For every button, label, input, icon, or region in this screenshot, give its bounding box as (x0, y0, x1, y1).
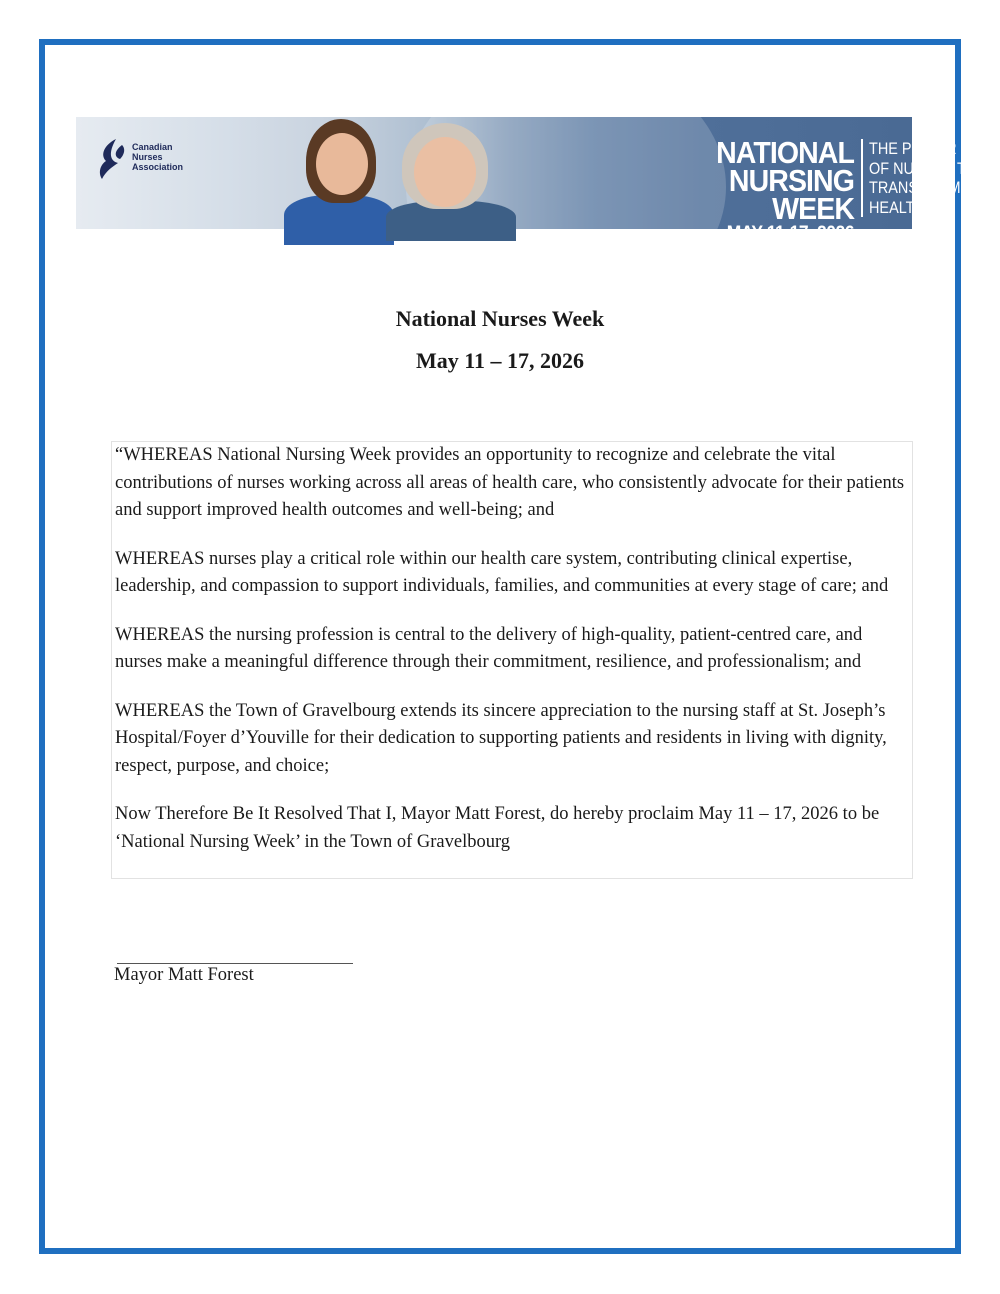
banner-title-line: NATIONAL (716, 135, 854, 170)
whereas-paragraph: “WHEREAS National Nursing Week provides an opportunity to recognize and celebrate the vital contributions of nurses working across all areas of health care, who consistently advocate for their patients and support improved health outcomes and well-being; and (115, 445, 905, 520)
event-banner (76, 117, 977, 244)
tagline-line: TRANSFORM (869, 178, 961, 197)
tagline-line: HEALTH (869, 197, 925, 217)
whereas-paragraph: WHEREAS the nursing profession is central to the delivery of high-quality, patient-centred care, and nurses make a meaningful difference through their commitment, resilience, and professionalism; and (115, 624, 863, 672)
document-title: National Nurses Week (395, 306, 605, 331)
signature-line (117, 963, 353, 964)
logo-line: Nurses (132, 152, 163, 162)
banner-dates: MAY 11-17, 2026 (726, 223, 854, 244)
tagline-line: THE POWER (869, 139, 957, 158)
proclamation-body (111, 441, 913, 879)
banner-divider (861, 139, 863, 217)
cna-logo-text (132, 142, 183, 172)
cna-logo-mark-icon (96, 137, 128, 181)
signatory-name: Mayor Matt Forest (114, 965, 254, 985)
banner-tagline (869, 139, 977, 217)
tagline-line: OF NURSES TO (869, 158, 977, 178)
cna-logo (96, 137, 206, 197)
banner-title-line: NURSING WEEK (728, 163, 854, 226)
resolution-paragraph: Now Therefore Be It Resolved That I, Mayor Matt Forest, do hereby proclaim May 11 – 17, 2026 to be ‘National Nursing Week’ in the Town of Gravelbourg (115, 804, 880, 852)
document-dates: May 11 – 17, 2026 (415, 348, 585, 373)
banner-title (636, 135, 854, 245)
logo-line: Association (132, 162, 184, 172)
whereas-paragraph: WHEREAS the Town of Gravelbourg extends its sincere appreciation to the nursing staff at St. Joseph’s Hospital/Foyer d’Youville for their dedication to supporting patients and residents in living with dignity, respect, purpose, and choice; (115, 700, 887, 776)
whereas-paragraph: WHEREAS nurses play a critical role within our health care system, contributing clinical expertise, leadership, and compassion to support individuals, families, and communities at every stage of care; and (115, 548, 889, 596)
logo-line: Canadian (132, 142, 173, 152)
